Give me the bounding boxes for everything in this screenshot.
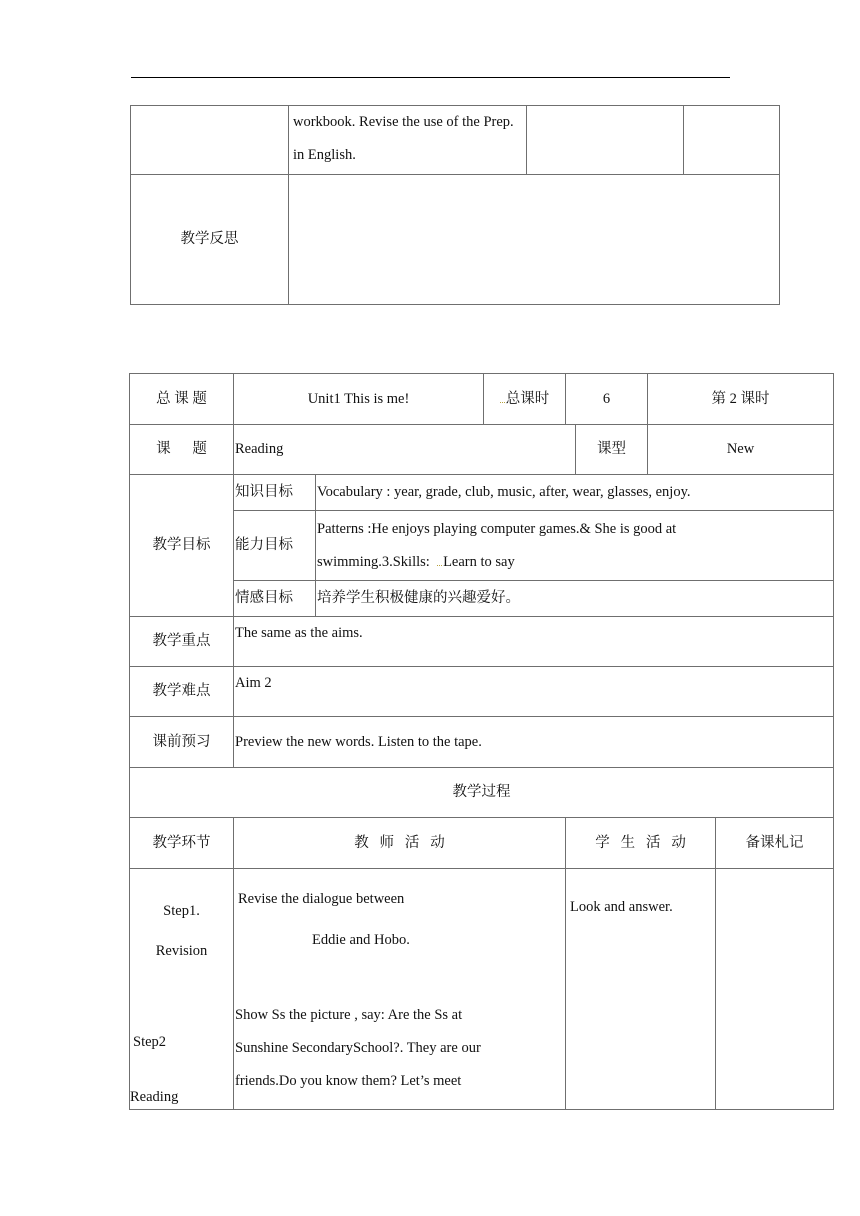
- table-row: [130, 511, 834, 581]
- table-row: [130, 374, 834, 425]
- knowledge-aim-label: 知识目标: [234, 475, 316, 511]
- student-activity-cell: [566, 869, 716, 1110]
- type-value: New: [648, 425, 834, 475]
- table-row: [130, 717, 834, 768]
- col-header-student: 学 生 活 动: [566, 818, 716, 869]
- homework-cell: [289, 106, 527, 175]
- ability-line: [317, 546, 829, 579]
- col-header-notes: 备课札记: [716, 818, 834, 869]
- teacher-activity-cell: [234, 869, 566, 1110]
- preview-label: 课前预习: [130, 717, 234, 768]
- title-label: 课 题: [130, 425, 234, 475]
- step1-number: Step1.: [163, 903, 200, 919]
- homework-line: in English.: [293, 147, 356, 163]
- step1: [130, 891, 233, 971]
- teacher-line: Eddie and Hobo.: [312, 932, 410, 948]
- ability-line: Patterns :He enjoys playing computer games.& She is good at: [317, 520, 677, 537]
- period-number: 第 2 课时: [648, 374, 834, 425]
- title-value: Reading: [234, 425, 576, 475]
- table-row: [131, 175, 780, 305]
- col-header-step: 教学环节: [130, 818, 234, 869]
- difficult-point-value: Aim 2: [234, 667, 834, 717]
- empty-cell: [131, 106, 289, 175]
- step1-teacher: [238, 879, 410, 961]
- emotion-aim-label: 情感目标: [234, 581, 316, 617]
- step2-teacher: [235, 999, 481, 1098]
- total-periods-label: 总课时: [505, 390, 550, 407]
- edit-mark: [437, 564, 442, 566]
- ability-text: swimming.3.Skills:: [317, 553, 438, 570]
- teacher-line: Sunshine SecondarySchool?. They are our: [235, 1040, 481, 1056]
- step2-number: Step2: [133, 1034, 167, 1050]
- edit-mark: [500, 401, 505, 403]
- ability-aim-value: [316, 511, 834, 581]
- table-row: [130, 475, 834, 511]
- header-rule: [131, 77, 730, 78]
- topic-label: 总 课 题: [130, 374, 234, 425]
- key-point-value: The same as the aims.: [234, 617, 834, 667]
- step1-student: Look and answer.: [570, 899, 673, 915]
- step2-name: Reading: [130, 1089, 179, 1105]
- lesson-plan-table: [129, 373, 834, 1110]
- step2: [130, 1015, 178, 1125]
- notes-cell: [716, 869, 834, 1110]
- knowledge-aim-value: Vocabulary : year, grade, club, music, after, wear, glasses, enjoy.: [316, 475, 834, 511]
- ability-text: Learn to say: [443, 553, 515, 570]
- table-row: [130, 768, 834, 818]
- teacher-line: Show Ss the picture , say: Are the Ss at: [235, 1007, 463, 1023]
- aims-label: 教学目标: [130, 475, 234, 617]
- table-row: [130, 818, 834, 869]
- ability-aim-label: 能力目标: [234, 511, 316, 581]
- table-row: [130, 667, 834, 717]
- type-label: 课型: [576, 425, 648, 475]
- step-cell: [130, 869, 234, 1110]
- table-row: [131, 106, 780, 175]
- table-row: [130, 869, 834, 1110]
- table-row: [130, 617, 834, 667]
- topic-value: Unit1 This is me!: [234, 374, 484, 425]
- table-row: [130, 581, 834, 617]
- difficult-point-label: 教学难点: [130, 667, 234, 717]
- col-header-teacher: 教 师 活 动: [234, 818, 566, 869]
- emotion-aim-value: 培养学生积极健康的兴趣爱好。: [316, 581, 834, 617]
- top-table: [130, 105, 780, 305]
- table-row: [130, 425, 834, 475]
- homework-line: workbook. Revise the use of the Prep.: [293, 114, 514, 130]
- total-periods-label-cell: [484, 374, 566, 425]
- process-heading: 教学过程: [130, 768, 834, 818]
- teacher-line: Revise the dialogue between: [238, 891, 405, 907]
- preview-value: Preview the new words. Listen to the tape.: [234, 717, 834, 768]
- total-periods-value: 6: [566, 374, 648, 425]
- empty-cell: [527, 106, 684, 175]
- teacher-line: friends.Do you know them? Let’s meet: [235, 1073, 462, 1089]
- reflection-label: 教学反思: [131, 175, 289, 305]
- key-point-label: 教学重点: [130, 617, 234, 667]
- step1-name: Revision: [155, 943, 208, 959]
- empty-cell: [684, 106, 780, 175]
- reflection-cell: [289, 175, 780, 305]
